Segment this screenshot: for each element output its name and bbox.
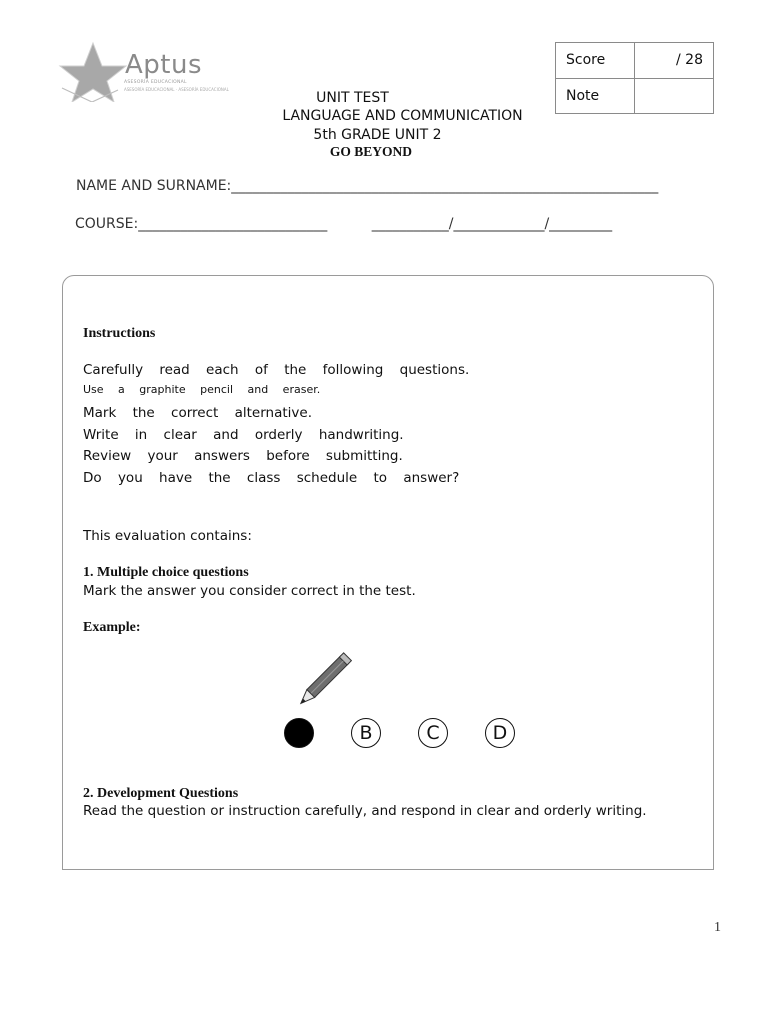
- name-surname-field[interactable]: NAME AND SURNAME:_____________________________________________________________: [76, 178, 659, 194]
- course-date-field[interactable]: COURSE:___________________________ ___________/_____________/_________: [75, 216, 613, 232]
- example-label: Example:: [83, 620, 141, 635]
- section1-title: 1. Multiple choice questions: [83, 565, 249, 580]
- option-c-bubble[interactable]: [418, 718, 448, 748]
- section2-title: 2. Development Questions: [83, 786, 239, 801]
- evaluation-contains: This evaluation contains:: [83, 528, 252, 544]
- option-a-bubble-filled[interactable]: [284, 718, 314, 748]
- instructions-heading: Instructions: [83, 326, 156, 341]
- instruction-line: Review your answers before submitting.: [83, 448, 403, 464]
- instruction-line: Do you have the class schedule to answer?: [83, 470, 460, 486]
- option-c-label: C: [426, 722, 440, 744]
- option-b-bubble[interactable]: [351, 718, 381, 748]
- instruction-line: Carefully read each of the following questions.: [83, 362, 470, 378]
- instruction-line: Use a graphite pencil and eraser.: [83, 383, 321, 396]
- option-d-bubble[interactable]: [485, 718, 515, 748]
- section2-text: Read the question or instruction carefully, and respond in clear and orderly writing.: [83, 803, 647, 819]
- page-number: 1: [714, 920, 721, 935]
- subject-title: LANGUAGE AND COMMUNICATION: [282, 108, 523, 124]
- logo-tagline: ASESORÍA EDUCACIONAL: [124, 80, 187, 85]
- option-d-label: D: [492, 722, 508, 744]
- instruction-line: Mark the correct alternative.: [83, 405, 312, 421]
- test-title: UNIT TEST: [316, 90, 389, 106]
- logo-wordmark: Aptus: [125, 50, 203, 80]
- note-label: Note: [556, 78, 635, 114]
- score-label: Score: [556, 43, 635, 79]
- pencil-icon: [290, 652, 352, 716]
- instruction-line: Write in clear and orderly handwriting.: [83, 427, 404, 443]
- logo-tagline-secondary: ASESORÍA EDUCACIONAL · ASESORÍA EDUCACIONAL: [124, 87, 229, 92]
- score-value: / 28: [635, 43, 714, 79]
- section1-text: Mark the answer you consider correct in the test.: [83, 583, 416, 599]
- option-b-label: B: [359, 722, 373, 744]
- unit-name: GO BEYOND: [329, 144, 413, 159]
- grade-unit-title: 5th GRADE UNIT 2: [313, 127, 442, 143]
